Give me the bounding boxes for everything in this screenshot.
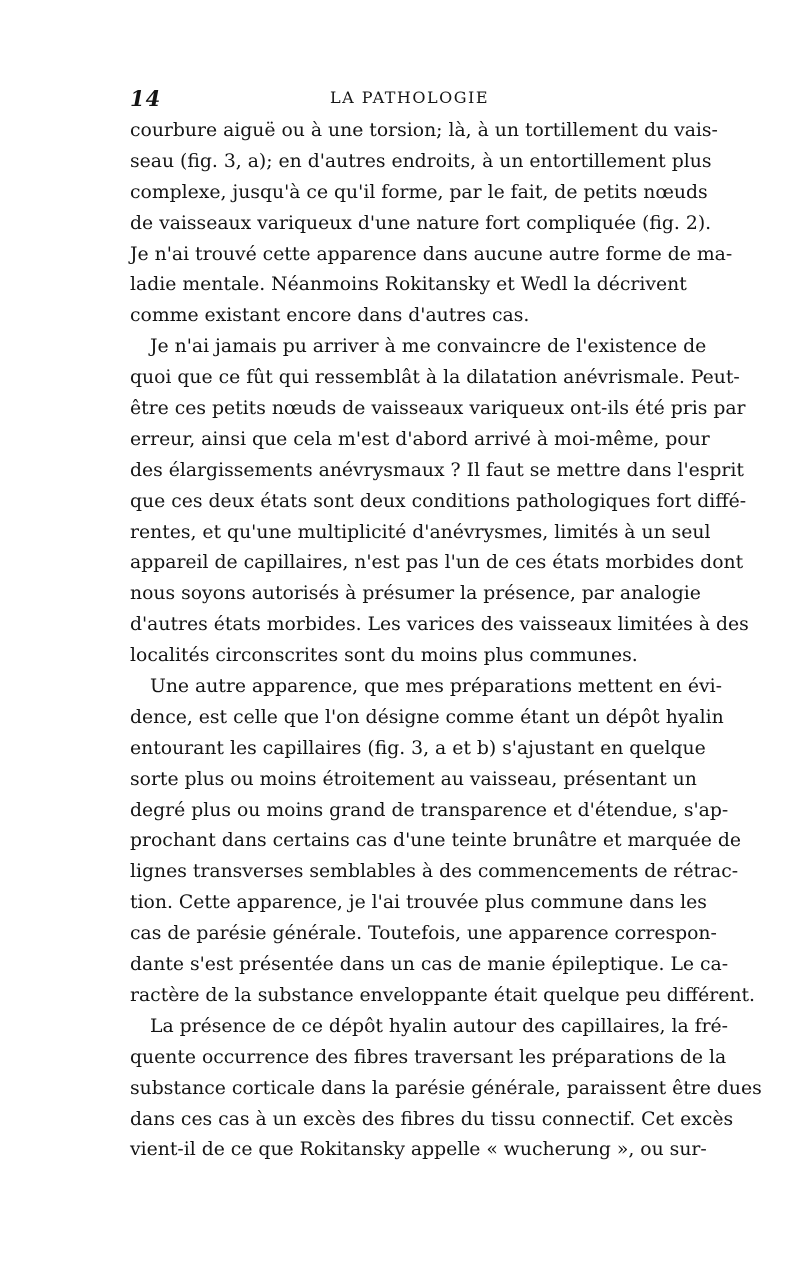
text-line: comme existant encore dans d'autres cas. [130, 305, 530, 327]
text-line: dans ces cas à un excès des fibres du tissu connectif. Cet excès [130, 1108, 734, 1130]
text-line: appareil de capillaires, n'est pas l'un de ces états morbides dont [130, 552, 744, 574]
text-line: de vaisseaux variqueux d'une nature fort compliquée (fig. 2). [130, 212, 712, 234]
text-line: vient-il de ce que Rokitansky appelle « wucherung », ou sur- [130, 1139, 707, 1161]
text-line: courbure aiguë ou à une torsion; là, à un tortillement du vais- [130, 120, 718, 141]
text-line: sorte plus ou moins étroitement au vaisseau, présentant un [130, 768, 697, 790]
text-line: Je n'ai trouvé cette apparence dans aucune autre forme de ma- [130, 243, 733, 265]
text-line: complexe, jusqu'à ce qu'il forme, par le fait, de petits nœuds [130, 181, 708, 203]
text-line: prochant dans certains cas d'une teinte brunâtre et marquée de [130, 830, 741, 852]
text-line: dence, est celle que l'on désigne comme étant un dépôt hyalin [130, 706, 724, 728]
text-line: quente occurrence des fibres traversant les préparations de la [130, 1046, 727, 1068]
text-line: tion. Cette apparence, je l'ai trouvée plus commune dans les [130, 892, 707, 914]
text-line: quoi que ce fût qui ressemblât à la dilatation anévrismale. Peut- [130, 367, 740, 389]
text-line: Je n'ai jamais pu arriver à me convaincre de l'existence de [150, 336, 707, 358]
text-line: ladie mentale. Néanmoins Rokitansky et Wedl la décrivent [130, 274, 687, 296]
running-head [130, 86, 670, 116]
running-title: LA PATHOLOGIE [330, 88, 490, 107]
text-line: erreur, ainsi que cela m'est d'abord arrivé à moi-même, pour [130, 428, 710, 450]
text-line: lignes transverses semblables à des commencements de rétrac- [130, 861, 739, 883]
text-line: seau (fig. 3, a); en d'autres endroits, à un entortillement plus [130, 150, 712, 172]
text-line: cas de parésie générale. Toutefois, une apparence correspon- [130, 923, 717, 945]
text-line: rentes, et qu'une multiplicité d'anévrysmes, limités à un seul [130, 521, 711, 543]
text-line: d'autres états morbides. Les varices des vaisseaux limitées à des [130, 614, 749, 636]
text-line: Une autre apparence, que mes préparations mettent en évi- [150, 676, 722, 698]
text-line: nous soyons autorisés à présumer la présence, par analogie [130, 583, 701, 605]
text-line: être ces petits nœuds de vaisseaux variqueux ont-ils été pris par [130, 398, 746, 420]
text-line: que ces deux états sont deux conditions pathologiques fort diffé- [130, 490, 747, 512]
page-number: 14 [130, 86, 162, 111]
text-line: degré plus ou moins grand de transparence et d'étendue, s'ap- [130, 799, 729, 821]
text-line: localités circonscrites sont du moins plus communes. [130, 645, 638, 667]
body-text [130, 116, 762, 1166]
text-line: substance corticale dans la parésie générale, paraissent être dues [130, 1077, 762, 1099]
text-line: dante s'est présentée dans un cas de manie épileptique. Le ca- [130, 954, 729, 976]
text-line: des élargissements anévrysmaux ? Il faut se mettre dans l'esprit [130, 459, 744, 481]
text-line: La présence de ce dépôt hyalin autour des capillaires, la fré- [150, 1015, 729, 1037]
text-line: ractère de la substance enveloppante était quelque peu différent. [130, 984, 755, 1006]
text-line: entourant les capillaires (fig. 3, a et b) s'ajustant en quelque [130, 737, 706, 759]
